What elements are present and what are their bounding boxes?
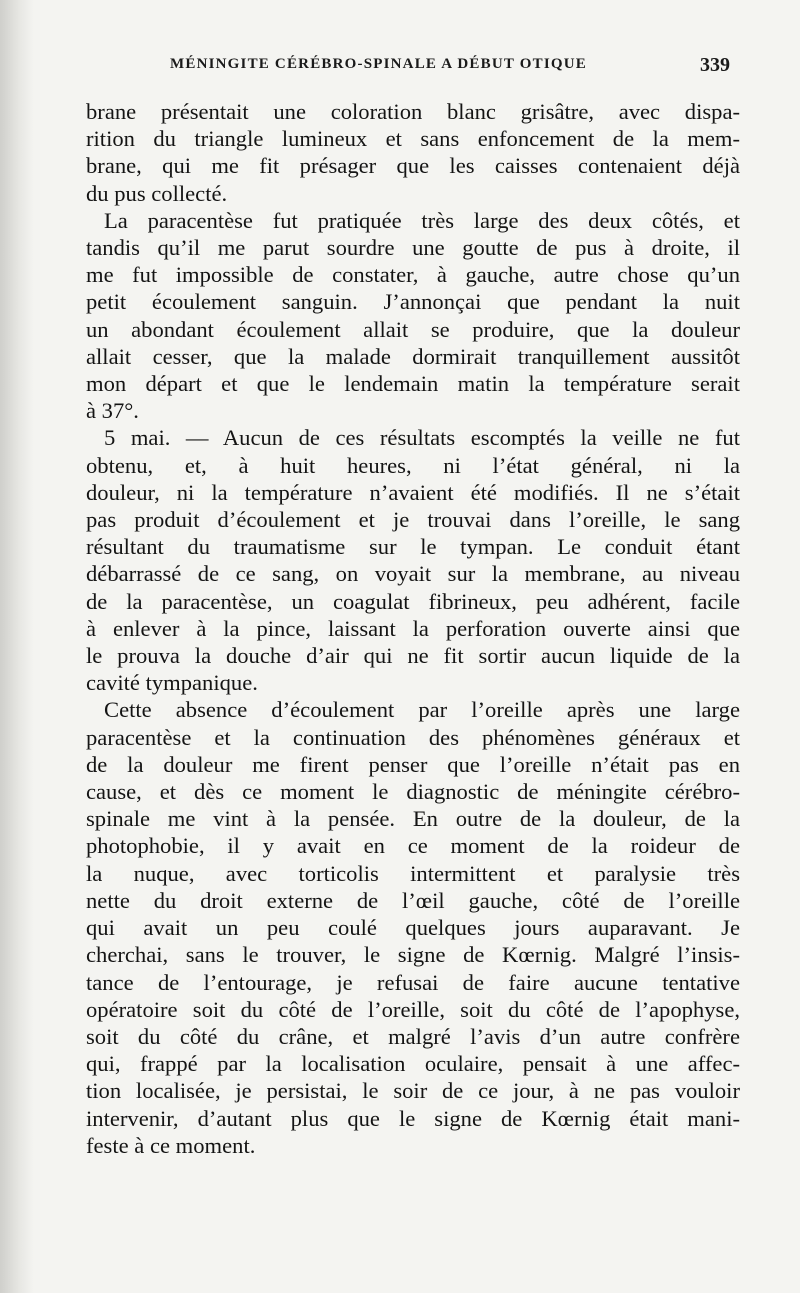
text-line: opératoire soit du côté de l’oreille, soit du côté de l’apophyse,	[86, 996, 740, 1022]
text-line: un abondant écoulement allait se produire, que la douleur	[86, 316, 740, 342]
text-line: spinale me vint à la pensée. En outre de la douleur, de la	[86, 806, 740, 832]
text-line: à enlever à la pince, laissant la perforation ouverte ainsi que	[86, 615, 740, 641]
text-line: débarrassé de ce sang, on voyait sur la membrane, au niveau	[86, 561, 740, 587]
text-line: feste à ce moment.	[86, 1132, 256, 1158]
text-line: cavité tympanique.	[86, 670, 258, 696]
text-line: 5 mai. — Aucun de ces résultats escomptés la veille ne fut	[104, 425, 740, 451]
text-line: photophobie, il y avait en ce moment de la roideur de	[86, 833, 740, 859]
text-line: la nuque, avec torticolis intermittent et paralysie très	[86, 860, 740, 886]
text-line: cherchai, sans le trouver, le signe de Kœrnig. Malgré l’insis-	[86, 942, 740, 968]
text-line: pas produit d’écoulement et je trouvai dans l’oreille, le sang	[86, 507, 740, 533]
text-line: tion localisée, je persistai, le soir de ce jour, à ne pas vouloir	[86, 1078, 740, 1104]
body-text	[86, 98, 740, 1159]
text-line: brane présentait une coloration blanc grisâtre, avec dispa-	[86, 99, 740, 124]
text-line: cause, et dès ce moment le diagnostic de méningite cérébro-	[86, 779, 740, 805]
text-line: paracentèse et la continuation des phénomènes généraux et	[86, 724, 740, 750]
text-line: de la paracentèse, un coagulat fibrineux, peu adhérent, facile	[86, 588, 740, 614]
text-line: La paracentèse fut pratiquée très large des deux côtés, et	[104, 207, 740, 233]
text-line: nette du droit externe de l’œil gauche, côté de l’oreille	[86, 887, 740, 913]
text-line: brane, qui me fit présager que les caisses contenaient déjà	[86, 153, 740, 179]
text-line: intervenir, d’autant plus que le signe de Kœrnig était mani-	[86, 1105, 740, 1131]
text-line: rition du triangle lumineux et sans enfoncement de la mem-	[86, 126, 740, 152]
text-line: qui, frappé par la localisation oculaire, pensait à une affec-	[86, 1051, 740, 1077]
page-number: 339	[700, 54, 730, 76]
text-line: petit écoulement sanguin. J’annonçai que pendant la nuit	[86, 289, 740, 315]
text-line: tandis qu’il me parut sourdre une goutte de pus à droite, il	[86, 235, 740, 261]
text-line: me fut impossible de constater, à gauche, autre chose qu’un	[86, 262, 740, 288]
page-header	[170, 56, 730, 84]
text-line: résultant du traumatisme sur le tympan. Le conduit étant	[86, 534, 740, 560]
text-line: du pus collecté.	[86, 180, 228, 206]
text-line: soit du côté du crâne, et malgré l’avis d’un autre confrère	[86, 1023, 740, 1049]
text-line: le prouva la douche d’air qui ne fit sortir aucun liquide de la	[86, 643, 740, 669]
text-line: de la douleur me firent penser que l’oreille n’était pas en	[86, 751, 740, 777]
text-line: tance de l’entourage, je refusai de faire aucune tentative	[86, 969, 740, 995]
text-line: Cette absence d’écoulement par l’oreille après une large	[104, 697, 740, 723]
running-head: MÉNINGITE CÉRÉBRO-SPINALE A DÉBUT OTIQUE	[170, 56, 587, 72]
text-line: mon départ et que le lendemain matin la température serait	[86, 371, 740, 397]
text-line: obtenu, et, à huit heures, ni l’état général, ni la	[86, 452, 740, 478]
text-line: allait cesser, que la malade dormirait tranquillement aussitôt	[86, 343, 740, 369]
binding-shadow	[0, 0, 34, 1293]
text-line: qui avait un peu coulé quelques jours auparavant. Je	[86, 915, 740, 941]
text-line: à 37°.	[86, 398, 139, 424]
text-line: douleur, ni la température n’avaient été modifiés. Il ne s’était	[86, 479, 740, 505]
